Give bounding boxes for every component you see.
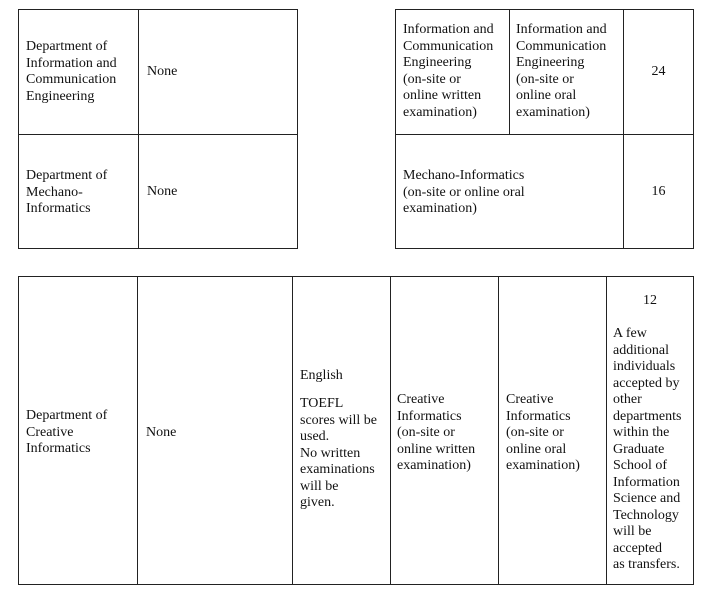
table1-col-divider-2 bbox=[297, 9, 298, 249]
capacity-value: 24 bbox=[651, 64, 666, 79]
oral-exam-description: Creative Informatics (on-site or online oral examination) bbox=[506, 392, 580, 473]
table2-top-border bbox=[18, 276, 694, 277]
capacity-value: 16 bbox=[651, 184, 666, 199]
capacity-cell bbox=[607, 293, 693, 310]
table2-col-divider-3 bbox=[390, 276, 391, 585]
table2-right-border bbox=[693, 276, 694, 585]
table2-left-border bbox=[18, 276, 19, 585]
table1-right-row-divider bbox=[395, 134, 694, 135]
table1-exam-split-divider bbox=[509, 9, 510, 135]
table1-right-border bbox=[693, 9, 694, 249]
language-requirement-detail: TOEFL scores will be used. No written examinations will be given. bbox=[300, 396, 377, 510]
combined-exam-description: Mechano-Informatics (on-site or online oral examination) bbox=[403, 168, 525, 216]
written-exam-description: Information and Communication Engineering (on-site or online written examination) bbox=[403, 22, 494, 120]
capacity-value: 12 bbox=[643, 293, 657, 308]
table1-right-top-border bbox=[395, 9, 694, 10]
requirement-value: None bbox=[147, 64, 178, 79]
table1-right-bottom-border bbox=[395, 248, 694, 249]
written-exam-description: Creative Informatics (on-site or online written examination) bbox=[397, 392, 476, 473]
table2-col-divider-5 bbox=[606, 276, 607, 585]
table1-left-border bbox=[18, 9, 19, 249]
capacity-cell bbox=[624, 64, 693, 81]
language-requirement-title: English bbox=[300, 368, 343, 383]
oral-exam-description: Information and Communication Engineering (on-site or online oral examination) bbox=[516, 22, 607, 120]
table1-col-divider-3 bbox=[395, 9, 396, 249]
table2-col-divider-1 bbox=[137, 276, 138, 585]
table2-col-divider-4 bbox=[498, 276, 499, 585]
department-name: Department of Creative Informatics bbox=[26, 408, 108, 456]
requirement-value: None bbox=[147, 184, 178, 199]
table1-left-row-divider bbox=[18, 134, 297, 135]
table2-bottom-border bbox=[18, 584, 694, 585]
capacity-cell bbox=[624, 184, 693, 201]
table1-col-divider-4 bbox=[623, 9, 624, 249]
department-name: Department of Information and Communication Engineering bbox=[26, 39, 117, 104]
department-name: Department of Mechano- Informatics bbox=[26, 168, 108, 216]
table1-left-bottom-border bbox=[18, 248, 297, 249]
requirement-value: None bbox=[146, 425, 177, 440]
capacity-note: A few additional individuals accepted by other departments within the Graduate School of Information Science and Technology will be accepted as transfers. bbox=[613, 326, 682, 572]
table1-col-divider-1 bbox=[138, 9, 139, 249]
table1-left-top-border bbox=[18, 9, 297, 10]
table2-col-divider-2 bbox=[292, 276, 293, 585]
